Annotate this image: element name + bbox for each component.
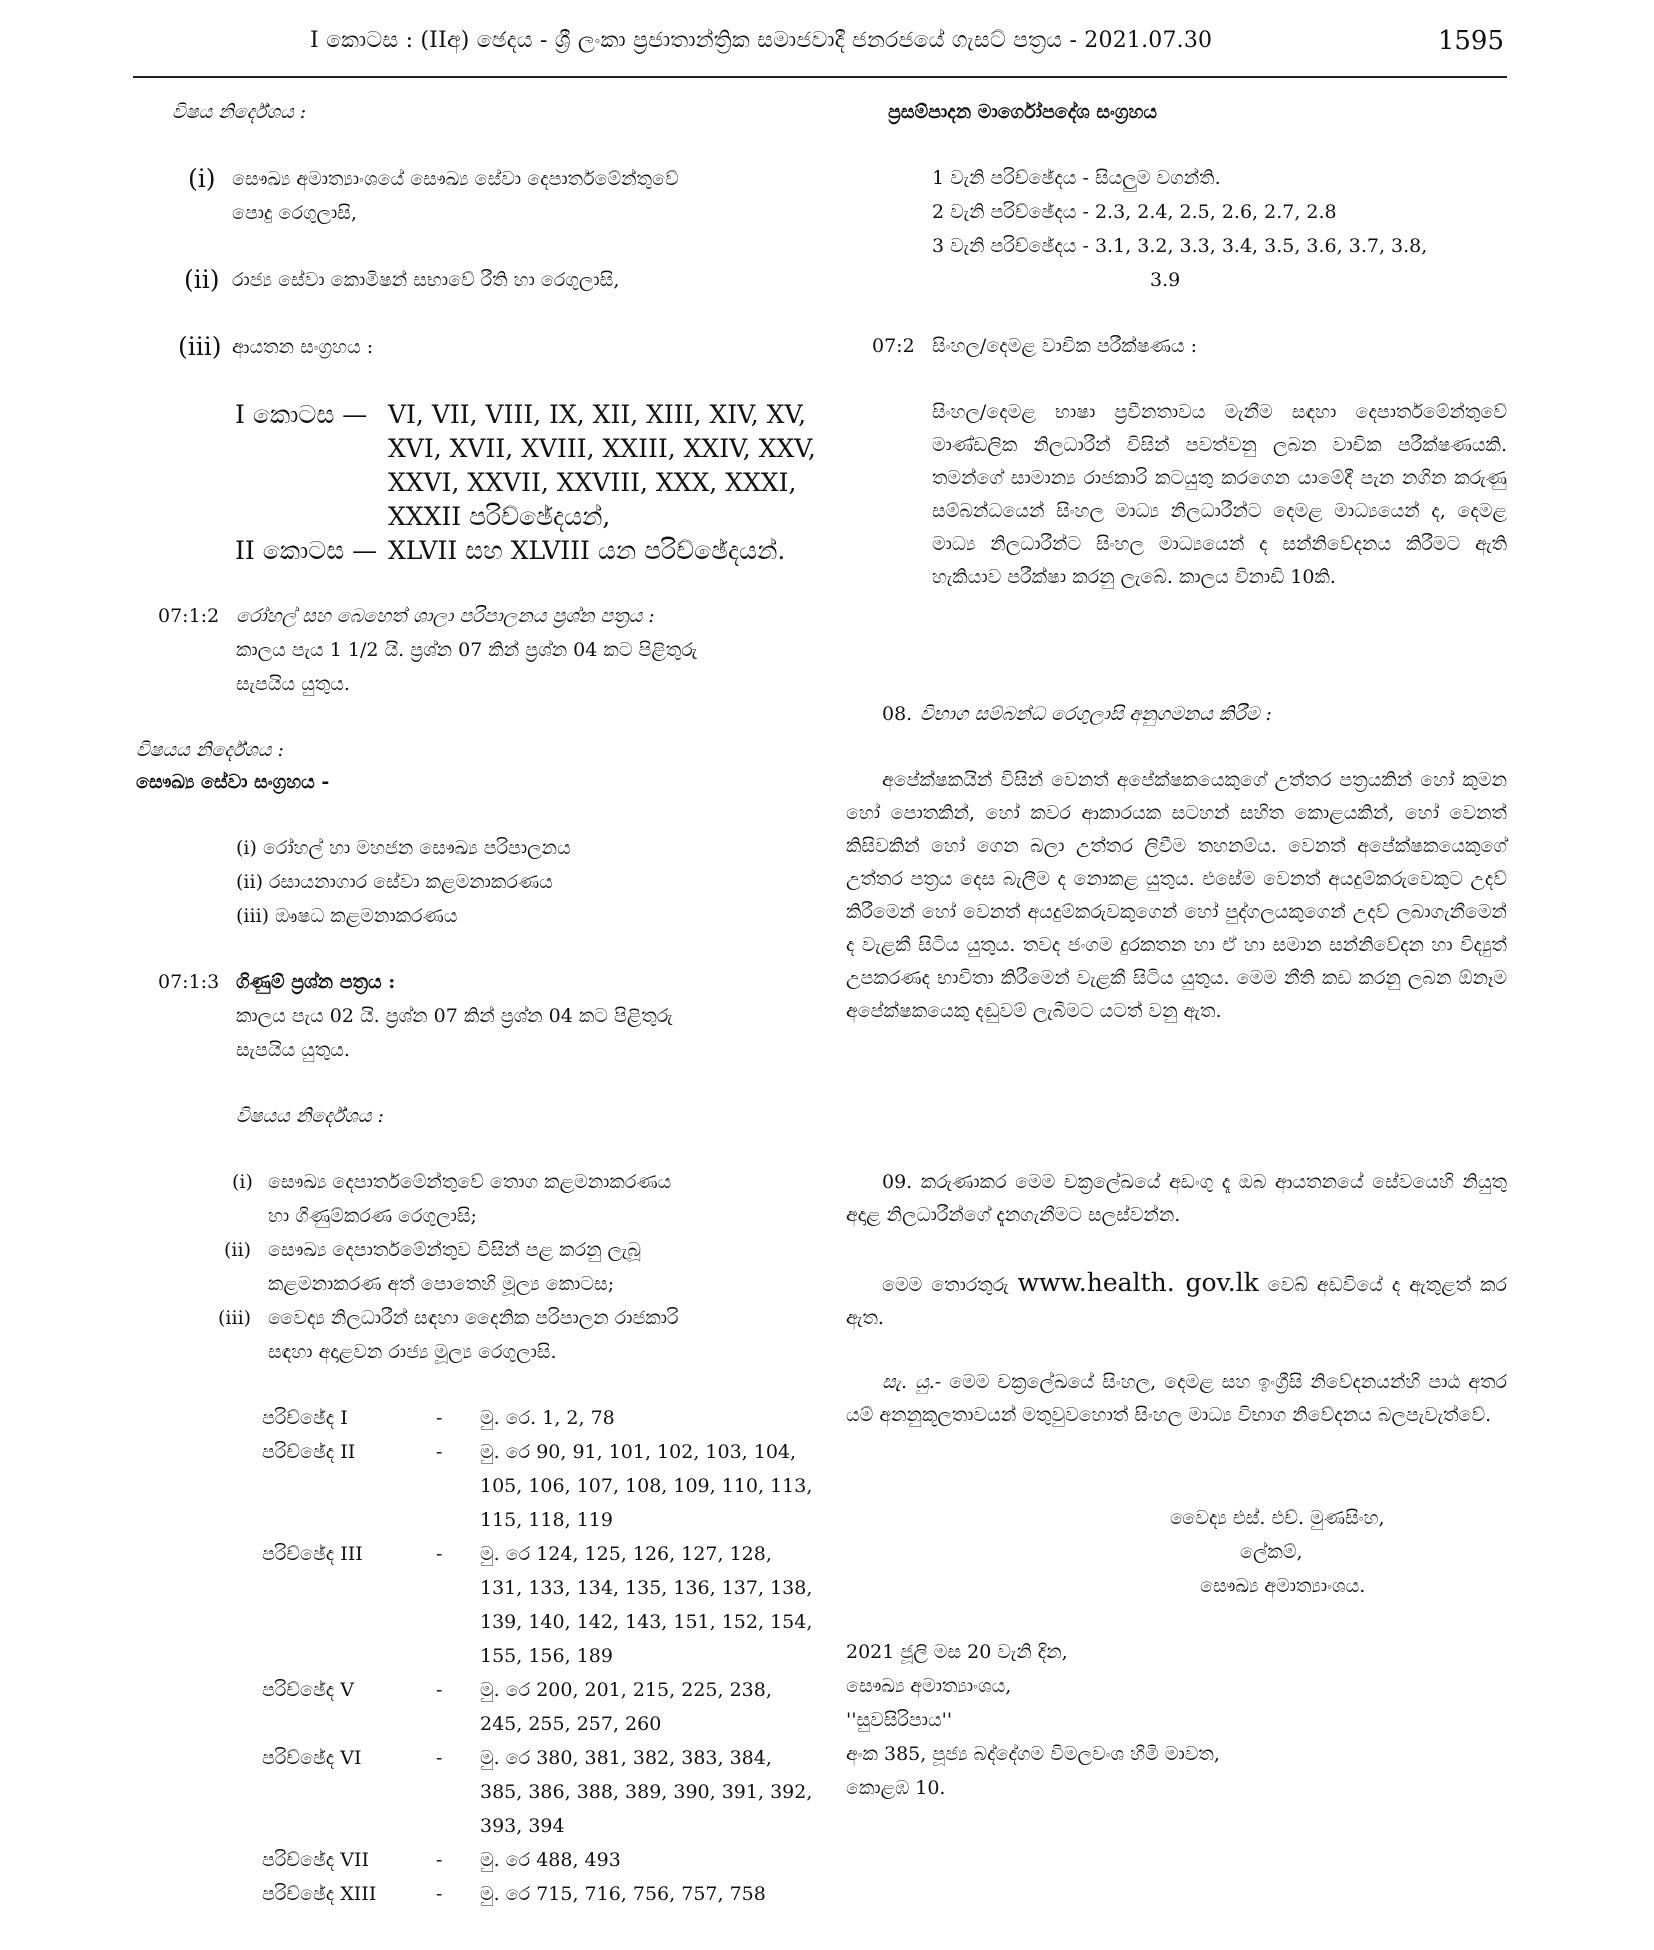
part-chapters: XXXII පරිච්ඡේදයන්,: [388, 502, 611, 531]
exam-rules-paragraph: අපේක්ෂකයින් විසින් වෙනත් අපේක්ෂකයෙකුගේ උත්තර පත්‍රයකින් හෝ කුමන හෝ පොතකින්, හෝ කවර ආකාරයක සටහන් සහිත කොළයකින්, හෝ වෙනත් කිසිවකින් හෝ ගෙන බලා උත්තර ලිවීම තහනම්ය. වෙනත් අපේක්ෂකයෙකුගේ උත්තර පත්‍රය දෙස බැලීම ද නොකළ යුතුය. එසේම වෙනත් අයදුම්කරුවෙකුට උදව් කිරීමෙන් හෝ වෙනත් අයදුම්කරුවකුගෙන් හෝ පුද්ගලයකුගෙන් උදව් ලබාගැනීමෙන් ද වැළකී සිටිය යුතුය. තවද ජංගම දුරකතන හා ඒ හා සමාන සන්නිවේදන හා විද්‍යුත් උපකරණද භාවිතා කිරීමෙන් වැළකී සිටිය යුතුය. මෙම නීති කඩ කරනු ලබන ඕනෑම අපේක්ෂකයෙකු දඬුවම් ලැබීමට යටත් වනු ඇත.: [846, 769, 1507, 1022]
chapter-dash: -: [436, 1543, 443, 1565]
part-chapters: XVI, XVII, XVIII, XXIII, XXIV, XXV,: [388, 434, 816, 463]
chapter-regs: මු. රෙ 90, 91, 101, 102, 103, 104,: [480, 1441, 797, 1463]
chapter-dash: -: [436, 1441, 443, 1463]
oral-test-paragraph: සිංහල/දෙමළ භාෂා ප්‍රවීනතාවය මැනීම සඳහා දෙපාර්තමේන්තුවේ මාණ්ඩලික නිලධාරීන් විසින් පවත්වනු ලබන වාචික පරීක්ෂණයකි. තමන්ගේ සාමාන්‍ය රාජකාරි කටයුතු කරගෙන යාමේදී පැන නගින කරුණු සම්බන්ධයෙන් සිංහල මාධ්‍ය නිලධාරීන්ට දෙමළ මාධ්‍යයෙන් ද, දෙමළ මාධ්‍ය නිලධාරීන්ට සිංහල මාධ්‍යයෙන් ද සන්නිවේදනය කිරීමට ඇති හැකියාව පරීක්ෂා කරනු ලැබේ. කාලය විනාඩි 10කි.: [932, 401, 1507, 588]
chapter-regs: 393, 394: [480, 1815, 565, 1837]
syllabus-heading-1: විෂය නිර්දේශය :: [172, 101, 307, 123]
section-title: විභාග සම්බන්ධ රෙගුලාසි අනුගමනය කිරීම :: [920, 703, 1272, 725]
address-date: 2021 ජූලි මස 20 වැනි දින,: [846, 1641, 1068, 1663]
chapter-label: පරිච්ඡේද III: [262, 1543, 363, 1565]
header-rule: [133, 76, 1507, 78]
address-org: සෞඛ්‍ය අමාත්‍යාංශය,: [846, 1675, 1012, 1697]
circular-notice-paragraph: 09. කරුණාකර මෙම චක්‍රලේඛයේ අඩංගු දෑ ඔබ ආයතනයේ සේවයෙහි නියුතු අදාළ නිලධාරීන්ගේ දැනගැනීමට සලස්වන්න.: [846, 1171, 1507, 1226]
chapter-label: පරිච්ඡේද VII: [262, 1849, 370, 1871]
chapter-dash: -: [436, 1849, 443, 1871]
guide-line: 2 වැනි පරිච්ඡේදය - 2.3, 2.4, 2.5, 2.6, 2.7, 2.8: [932, 201, 1337, 223]
section-number: 07:1:2: [158, 605, 220, 627]
health-code-heading: සෞඛ්‍ය සේවා සංග්‍රහය -: [136, 771, 330, 793]
syllabus-heading-3: විෂයය නිර්දේශය :: [236, 1105, 384, 1127]
section-title: සිංහල/දෙමළ වාචික පරීක්ෂණය :: [932, 335, 1198, 357]
website-suffix: වෙබ් අඩවියේ ද ඇතුළත් කර ඇත.: [846, 1274, 1507, 1329]
section-text: කාලය පැය 1 1/2 යි. ප්‍රශ්න 07 කින් ප්‍රශ්න 04 කට පිළිතුරු: [236, 639, 698, 661]
chapter-label: පරිච්ඡේද I: [262, 1407, 348, 1429]
part-chapters: XLVII සහ XLVIII යන පරිච්ඡේදයන්.: [388, 536, 786, 565]
chapter-label: පරිච්ඡේද XIII: [262, 1883, 377, 1905]
chapter-regs: 139, 140, 142, 143, 151, 152, 154,: [480, 1611, 813, 1633]
item-text: සෞඛ්‍ය දෙපාර්තමේන්තුවේ තොග කළමනාකරණය: [268, 1171, 672, 1193]
chapter-regs: 245, 255, 257, 260: [480, 1713, 662, 1735]
item-number: (iii): [218, 1307, 252, 1329]
item-text: පොදු රෙගුලාසි,: [232, 202, 357, 224]
chapter-regs: 105, 106, 107, 108, 109, 110, 113,: [480, 1475, 813, 1497]
item-text: හා ගිණුම්කරණ රෙගුලාසි;: [268, 1205, 477, 1227]
note-label: සැ. යු.-: [882, 1371, 942, 1393]
website-link[interactable]: www.health. gov.lk: [1017, 1268, 1259, 1297]
address-building: ''සුවසිරිපාය'': [846, 1709, 953, 1731]
section-text: සැපයිය යුතුය.: [236, 1039, 350, 1061]
website-prefix: මෙම තොරතුරු: [882, 1274, 1009, 1296]
chapter-label: පරිච්ඡේද II: [262, 1441, 356, 1463]
section-title: රෝහල් සහ බෙහෙත් ශාලා පරිපාලනය ප්‍රශ්න පත්‍රය :: [236, 605, 655, 627]
item-number: (ii): [224, 1239, 251, 1261]
list-item: (iii) ඖෂධ කළමනාකරණය: [236, 905, 458, 927]
part-label: I කොටස —: [235, 400, 368, 429]
chapter-regs: 115, 118, 119: [480, 1509, 613, 1531]
procurement-guide-heading: ප්‍රසම්පාදන මාර්ගෝපදේශ සංග්‍රහය: [888, 101, 1158, 123]
guide-line: 3.9: [1150, 269, 1181, 291]
chapter-regs: මු. රෙ 715, 716, 756, 757, 758: [480, 1883, 766, 1905]
section-title: ගිණුම් ප්‍රශ්න පත්‍රය :: [236, 971, 396, 993]
item-number: (i): [188, 164, 216, 193]
chapter-dash: -: [436, 1407, 443, 1429]
chapter-dash: -: [436, 1679, 443, 1701]
item-text: රාජ්‍ය සේවා කොමිෂන් සභාවේ රීති හා රෙගුලාසි,: [232, 269, 620, 291]
item-text: සෞඛ්‍ය අමාත්‍යාංශයේ සෞඛ්‍ය සේවා දෙපාර්තමේන්තුවේ: [232, 168, 679, 190]
chapter-regs: මු. රෙ 124, 125, 126, 127, 128,: [480, 1543, 772, 1565]
chapter-regs: 385, 386, 388, 389, 390, 391, 392,: [480, 1781, 813, 1803]
chapter-label: පරිච්ඡේද V: [262, 1679, 354, 1701]
chapter-regs: මු. රෙ. 1, 2, 78: [480, 1407, 615, 1429]
chapter-regs: මු. රෙ 488, 493: [480, 1849, 621, 1871]
chapter-label: පරිච්ඡේද VI: [262, 1747, 362, 1769]
section-number: 08.: [882, 703, 913, 725]
section-text: සැපයිය යුතුය.: [236, 673, 350, 695]
address-street: අංක 385, පූජ්‍ය බද්දේගම විමලවංශ හිමි මාවත,: [846, 1743, 1220, 1765]
item-text: සඳහා අදාළවන රාජ්‍ය මූල්‍ය රෙගුලාසි.: [268, 1341, 557, 1363]
item-number: (iii): [178, 332, 222, 361]
item-text: කළමනාකරණ අත් පොතෙහි මූල්‍ය කොටස;: [268, 1273, 615, 1295]
website-paragraph: [846, 1266, 1507, 1335]
address-city: කොළඹ 10.: [846, 1777, 946, 1799]
note-paragraph: [846, 1366, 1507, 1432]
note-text: මෙම චක්‍රලේඛයේ සිංහල, දෙමළ සහ ඉංග්‍රීසි නිවේදනයන්හි පාඨ අතර යම් අනනුකූලතාවයන් මතුවුවහොත් සිංහල මාධ්‍ය විභාග නිවේදනය බලපැවැත්වේ.: [846, 1371, 1507, 1426]
part-chapters: XXVI, XXVII, XXVIII, XXX, XXXI,: [388, 468, 797, 497]
section-text: කාලය පැය 02 යි. ප්‍රශ්න 07 කින් ප්‍රශ්න 04 කට පිළිතුරු: [236, 1005, 673, 1027]
chapter-regs: 131, 133, 134, 135, 136, 137, 138,: [480, 1577, 813, 1599]
guide-line: 1 වැනි පරිච්ඡේදය - සියලුම වගන්ති.: [932, 167, 1221, 189]
page-number: 1595: [1437, 26, 1504, 56]
section-number: 07:2: [872, 335, 915, 357]
chapter-dash: -: [436, 1747, 443, 1769]
section-number: 07:1:3: [158, 971, 220, 993]
item-text: වෛද්‍ය නිලධාරීන් සඳහා දෛනික පරිපාලන රාජකාරි: [268, 1307, 679, 1329]
item-text: සෞඛ්‍ය දෙපාර්තමේන්තුව විසින් පළ කරනු ලැබූ: [268, 1239, 641, 1261]
list-item: (i) රෝහල් හා මහජන සෞඛ්‍ය පරිපාලනය: [236, 837, 571, 859]
item-text: ආයතන සංග්‍රහය :: [232, 336, 374, 358]
signatory-title: ලේකම්,: [1240, 1541, 1303, 1563]
guide-line: 3 වැනි පරිච්ඡේදය - 3.1, 3.2, 3.3, 3.4, 3.5, 3.6, 3.7, 3.8,: [932, 235, 1428, 257]
chapter-regs: 155, 156, 189: [480, 1645, 613, 1667]
gazette-header-title: I කොටස : (IIඅ) ඡෙදය - ශ්‍රී ලංකා ප්‍රජාතාන්ත්‍රික සමාජවාදී ජනරජයේ ගැසට් පත්‍රය - 2021.07.30: [310, 28, 1213, 53]
list-item: (ii) රසායනාගාර සේවා කළමනාකරණය: [236, 871, 553, 893]
chapter-regs: මු. රෙ 380, 381, 382, 383, 384,: [480, 1747, 772, 1769]
syllabus-heading-2: විෂයය නිර්දේශය :: [136, 739, 284, 761]
item-number: (i): [232, 1171, 253, 1193]
part-chapters: VI, VII, VIII, IX, XII, XIII, XIV, XV,: [388, 400, 807, 429]
item-number: (ii): [184, 265, 220, 294]
signatory-organization: සෞඛ්‍ය අමාත්‍යාංශය.: [1200, 1575, 1366, 1597]
chapter-dash: -: [436, 1883, 443, 1905]
part-label: II කොටස —: [235, 536, 378, 565]
signatory-name: වෛද්‍ය එස්. එච්. මුණසිංහ,: [1170, 1507, 1385, 1529]
chapter-regs: මු. රෙ 200, 201, 215, 225, 238,: [480, 1679, 772, 1701]
